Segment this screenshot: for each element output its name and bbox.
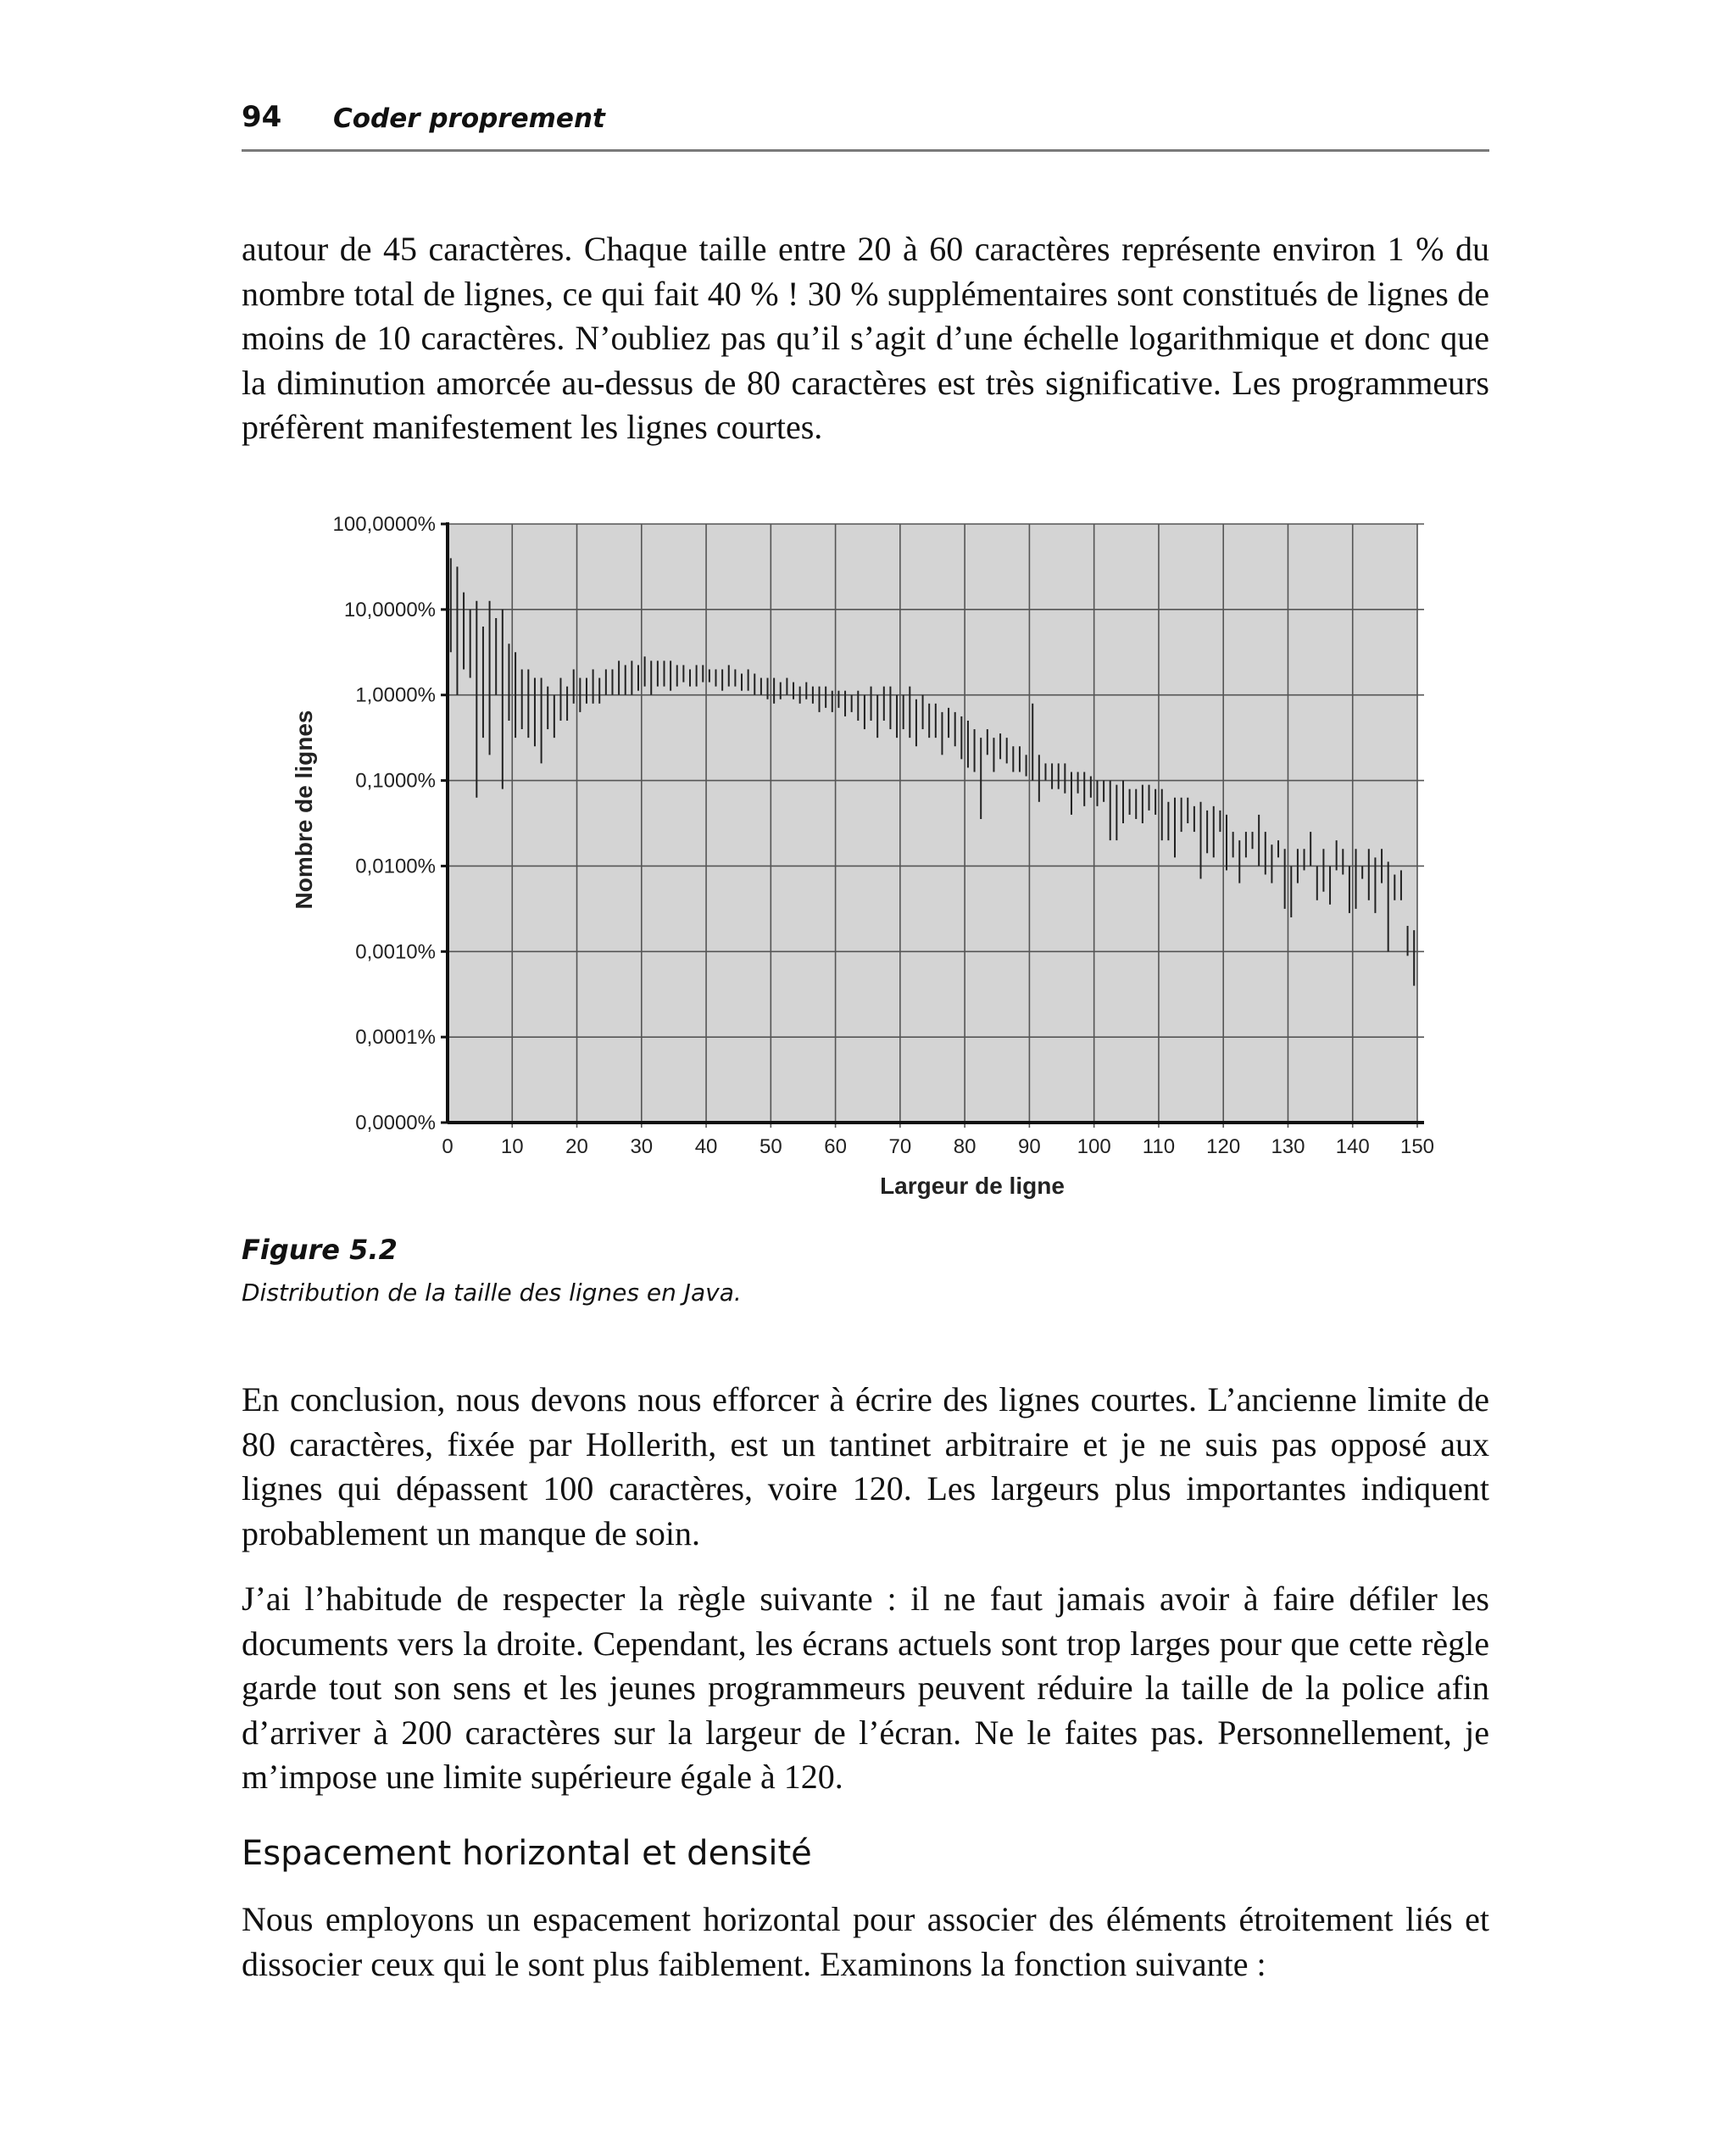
figure-caption: Distribution de la taille des lignes en Java.	[242, 1279, 742, 1307]
paragraph-intro: autour de 45 caractères. Chaque taille entre 20 à 60 caractères représente environ 1 % du nombre total de lignes, ce qui fait 40 % ! 30 % supplémentaires sont constitués de lignes de moins de 10 caractères. N’oubliez pas qu’il s’agit d’une échelle logarithmique et donc que la diminution amorcée au-dessus de 80 caractères est très significative. Les programmeurs préfèrent manifestement les lignes courtes.	[242, 230, 1489, 446]
x-tick-label: 120	[1206, 1135, 1241, 1158]
y-tick-label: 0,1000%	[355, 769, 436, 793]
y-tick-label: 1,0000%	[355, 683, 436, 707]
x-tick-label: 140	[1335, 1135, 1370, 1158]
y-axis-title: Nombre de lignes	[291, 710, 317, 910]
x-tick-label: 130	[1271, 1135, 1305, 1158]
plot-area	[448, 524, 1417, 1123]
y-tick-label: 0,0010%	[355, 940, 436, 964]
line-width-chart	[280, 509, 1449, 1204]
x-tick-label: 150	[1399, 1135, 1435, 1158]
x-tick-label: 50	[759, 1135, 782, 1158]
y-tick-label: 0,0000%	[355, 1112, 436, 1134]
x-tick-label: 0	[442, 1135, 453, 1158]
x-tick-label: 40	[694, 1135, 718, 1158]
x-tick-label: 90	[1018, 1135, 1041, 1158]
paragraph-spacing: Nous employons un espacement horizontal pour associer des éléments étroitement liés et dissocier ceux qui le sont plus faiblement. Examinons la fonction suivante :	[242, 1900, 1489, 1983]
x-tick-label: 70	[888, 1135, 912, 1158]
y-tick-labels	[333, 513, 436, 1134]
x-tick-label: 20	[565, 1135, 588, 1158]
x-tick-label: 80	[953, 1135, 976, 1158]
book-title: Coder proprement	[333, 103, 605, 134]
y-tick-label: 10,0000%	[343, 598, 436, 621]
figure-label: Figure 5.2	[242, 1234, 398, 1266]
header-rule	[242, 149, 1489, 152]
x-tick-label: 30	[630, 1135, 654, 1158]
paragraph-rule: J’ai l’habitude de respecter la règle suivante : il ne faut jamais avoir à faire défiler les documents vers la droite. Cependant, les écrans actuels sont trop larges pour que cette règle garde tout son sens et les jeunes programmeurs peuvent réduire la taille de la police afin d’arriver à 200 caractères sur la largeur de l’écran. Ne le faites pas. Personnellement, je m’impose une limite supérieure égale à 120.	[242, 1580, 1489, 1796]
x-tick-label: 60	[824, 1135, 847, 1158]
x-tick-label: 10	[500, 1135, 524, 1158]
paragraph-conclusion: En conclusion, nous devons nous efforcer à écrire des lignes courtes. L’ancienne limite de 80 caractères, fixée par Hollerith, est un tantinet arbitraire et je ne suis pas opposé aux lignes qui dépassent 100 caractères, voire 120. Les largeurs plus importantes indiquent probablement un manque de soin.	[242, 1380, 1489, 1552]
x-tick-label: 100	[1077, 1135, 1111, 1158]
y-tick-label: 100,0000%	[332, 513, 436, 536]
y-tick-label: 0,0100%	[355, 855, 436, 878]
page-number: 94	[242, 100, 282, 134]
running-head	[242, 100, 1489, 134]
y-tick-label: 0,0001%	[355, 1026, 436, 1050]
section-heading: Espacement horizontal et densité	[242, 1834, 812, 1873]
x-tick-label: 110	[1142, 1135, 1176, 1158]
x-axis-title: Largeur de ligne	[880, 1173, 1065, 1199]
plot-background	[448, 524, 1417, 1123]
x-tick-labels	[442, 1135, 1434, 1158]
